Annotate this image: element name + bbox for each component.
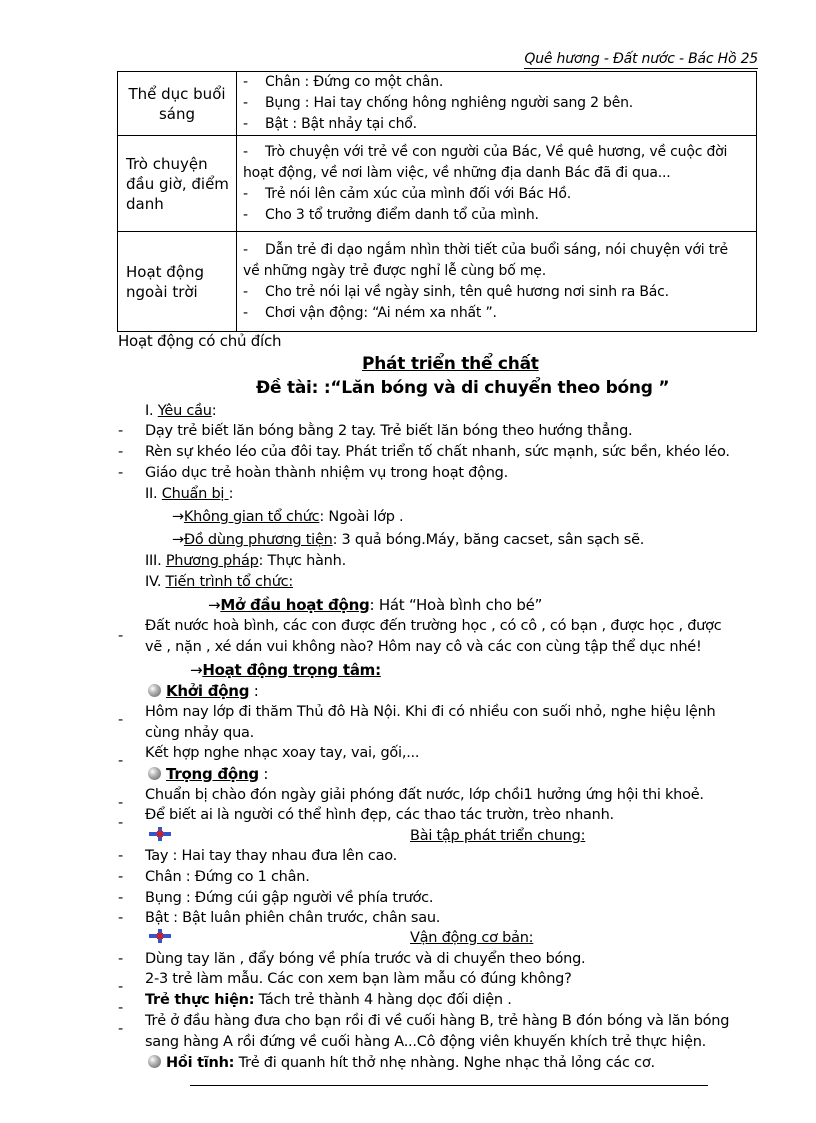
general-exercise-4: Bật : Bật luân phiên chân trước, chân sau. xyxy=(145,910,441,926)
dash-marker: - xyxy=(243,143,248,160)
dash-marker: - xyxy=(243,116,248,132)
bullet-dash: - xyxy=(118,890,123,906)
section-number: III. xyxy=(145,553,166,569)
bullet-dash: - xyxy=(118,1021,123,1037)
bullet-dash: - xyxy=(118,979,123,995)
list-item-continuation: về những ngày trẻ được nghỉ lễ cùng bố mẹ. xyxy=(243,262,546,279)
bullet-dash: - xyxy=(118,795,123,811)
section-1-heading xyxy=(145,401,216,421)
requirement-1: Dạy trẻ biết lăn bóng bằng 2 tay. Trẻ biết lăn bóng theo hướng thẳng. xyxy=(145,423,633,439)
warmup-title: Khởi động xyxy=(166,682,250,700)
bullet-dash: - xyxy=(118,465,123,481)
main-heading-line xyxy=(190,660,381,680)
cooldown-line xyxy=(148,1053,655,1073)
ball-bullet-icon xyxy=(148,684,161,697)
arrow-icon: → xyxy=(190,661,203,679)
dash-marker: - xyxy=(243,206,248,223)
bullet-dash: - xyxy=(118,1000,123,1016)
main-heading: Hoạt động trọng tâm: xyxy=(202,661,381,679)
table-row xyxy=(118,72,757,136)
core-text-2: Để biết ai là người có thể hình đẹp, các thao tác trườn, trèo nhanh. xyxy=(145,807,614,823)
dash-marker: - xyxy=(243,283,248,300)
section-number: IV. xyxy=(145,574,166,590)
colon: : xyxy=(528,930,534,946)
list-item xyxy=(243,114,752,135)
dash-marker: - xyxy=(243,241,248,258)
intro-value: : Hát “Hoà bình cho bé” xyxy=(369,596,543,614)
space-line xyxy=(172,507,403,527)
star-bullet-icon xyxy=(147,928,173,944)
basic-movement-4a: Trẻ ở đầu hàng đưa cho bạn rồi đi về cuối hàng B, trẻ hàng B đón bóng và lăn bóng xyxy=(145,1013,730,1029)
section-number: I. xyxy=(145,403,158,419)
bullet-dash: - xyxy=(118,848,123,864)
section-2-heading xyxy=(145,484,233,504)
colon: : xyxy=(228,486,234,502)
item-text: Cho trẻ nói lại về ngày sinh, tên quê hương nơi sinh ra Bác. xyxy=(265,283,669,300)
star-center xyxy=(157,933,163,939)
section-title: Tiến trình tổ chức: xyxy=(165,574,293,590)
warmup-text-1b: cùng nhảy qua. xyxy=(145,725,255,741)
list-item xyxy=(243,205,752,226)
general-exercise-3: Bụng : Đứng cúi gập người về phía trước. xyxy=(145,890,434,906)
basic-movement-1: Dùng tay lăn , đẩy bóng về phía trước và di chuyển theo bóng. xyxy=(145,951,586,967)
list-item-continuation: hoạt động, về nơi làm việc, về những địa danh Bác đã đi qua... xyxy=(243,164,671,181)
basic-movement-3 xyxy=(145,990,512,1010)
warmup-text-2: Kết hợp nghe nhạc xoay tay, vai, gối,... xyxy=(145,745,420,761)
tools-label: Đồ dùng phương tiện xyxy=(183,532,333,548)
row-content xyxy=(237,232,757,332)
requirement-3: Giáo dục trẻ hoàn thành nhiệm vụ trong hoạt động. xyxy=(145,465,508,481)
general-exercise-2: Chân : Đứng co 1 chân. xyxy=(145,869,310,885)
ball-bullet-icon xyxy=(148,767,161,780)
section-title: Yêu cầu xyxy=(157,403,212,419)
core-title: Trọng động xyxy=(166,765,259,783)
basic-movement-2: 2-3 trẻ làm mẫu. Các con xem bạn làm mẫu có đúng không? xyxy=(145,971,572,987)
row-label: Thể dục buổi sáng xyxy=(118,72,237,136)
bullet-dash: - xyxy=(118,815,123,831)
list-item xyxy=(243,142,752,163)
cooldown-title: Hồi tĩnh: xyxy=(166,1055,235,1071)
footer-rule xyxy=(190,1085,708,1086)
section-value: : Thực hành. xyxy=(258,553,346,569)
general-exercise-title xyxy=(410,826,585,846)
row-label: Hoạt động ngoài trời xyxy=(118,232,237,332)
bullet-dash: - xyxy=(118,910,123,926)
section-3-heading xyxy=(145,551,346,571)
item-text: Chân : Đứng co một chân. xyxy=(265,74,444,90)
list-item xyxy=(243,72,752,93)
dash-marker: - xyxy=(243,95,248,111)
row-content xyxy=(237,72,757,136)
table-row xyxy=(118,232,757,332)
dash-marker: - xyxy=(243,74,248,90)
warmup-text-1a: Hôm nay lớp đi thăm Thủ đô Hà Nội. Khi đi có nhiều con suối nhỏ, nghe hiệu lệnh xyxy=(145,704,716,720)
core-heading xyxy=(148,764,268,784)
colon: : xyxy=(211,403,217,419)
running-title: Quê hương - Đất nước - Bác Hồ xyxy=(524,51,737,67)
bullet-dash: - xyxy=(118,444,123,460)
item-text: Bật : Bật nhảy tại chổ. xyxy=(265,116,417,132)
bullet-dash: - xyxy=(118,712,123,728)
row-content xyxy=(237,136,757,232)
basic-movement-title xyxy=(410,928,533,948)
intro-text-2: vẽ , nặn , xé dán vui không nào? Hôm nay cô và các con cùng tập thể dục nhé! xyxy=(145,639,702,655)
item-text: Dẫn trẻ đi dạo ngắm nhìn thời tiết của buổi sáng, nói chuyện với trẻ xyxy=(265,241,728,258)
item-text: Chơi vận động: “Ai ném xa nhất ”. xyxy=(265,304,497,321)
basic-3-label: Trẻ thực hiện: xyxy=(145,992,255,1008)
item-text: Bụng : Hai tay chống hông nghiêng người sang 2 bên. xyxy=(265,95,634,111)
topic-title: Đề tài: :“Lăn bóng và di chuyển theo bóng ” xyxy=(256,378,670,398)
space-label: Không gian tổ chức xyxy=(183,509,320,525)
item-text: Cho 3 tổ trưởng điểm danh tổ của mình. xyxy=(265,206,539,223)
list-item xyxy=(243,184,752,205)
core-text-1: Chuẩn bị chào đón ngày giải phóng đất nước, lớp chồi1 hưởng ứng hội thi khoẻ. xyxy=(145,787,704,803)
list-item xyxy=(243,282,752,303)
bullet-dash: - xyxy=(118,628,123,644)
arrow-icon: → xyxy=(208,596,221,614)
colon: : xyxy=(258,765,269,783)
page-number: 25 xyxy=(740,51,758,67)
list-item xyxy=(243,303,752,324)
arrow-icon: → xyxy=(172,509,184,525)
cooldown-value: Trẻ đi quanh hít thở nhẹ nhàng. Nghe nhạc thả lỏng các cơ. xyxy=(234,1055,655,1071)
intro-text-1: Đất nước hoà bình, các con được đến trường học , có cô , có bạn , được học , được xyxy=(145,618,722,634)
space-value: : Ngoài lớp . xyxy=(319,509,404,525)
item-text: Trẻ nói lên cảm xúc của mình đối với Bác Hồ. xyxy=(265,185,571,202)
arrow-icon: → xyxy=(172,532,184,548)
list-item xyxy=(243,93,752,114)
intro-label: Mở đầu hoạt động xyxy=(220,596,370,614)
schedule-table xyxy=(117,71,757,332)
section-title: Phương pháp xyxy=(165,553,259,569)
general-exercise-1: Tay : Hai tay thay nhau đưa lên cao. xyxy=(145,848,397,864)
basic-3-value: Tách trẻ thành 4 hàng dọc đối diện . xyxy=(254,992,512,1008)
colon: : xyxy=(580,828,586,844)
requirement-2: Rèn sự khéo léo của đôi tay. Phát triển tố chất nhanh, sức mạnh, sức bền, khéo léo. xyxy=(145,444,730,460)
section-number: II. xyxy=(145,486,162,502)
star-center xyxy=(157,831,163,837)
basic-movement-label: Vận động cơ bản xyxy=(410,930,529,946)
running-header xyxy=(524,51,758,69)
table-row xyxy=(118,136,757,232)
bullet-dash: - xyxy=(118,869,123,885)
general-exercise-label: Bài tập phát triển chung xyxy=(410,828,581,844)
list-item xyxy=(243,240,752,261)
row-label: Trò chuyện đầu giờ, điểm danh xyxy=(118,136,237,232)
intro-line xyxy=(208,595,542,615)
colon: : xyxy=(249,682,259,700)
bullet-dash: - xyxy=(118,951,123,967)
bullet-dash: - xyxy=(118,423,123,439)
item-text: Trò chuyện với trẻ về con người của Bác, Về quê hương, về cuộc đời xyxy=(265,143,728,160)
warmup-heading xyxy=(148,681,259,701)
ball-bullet-icon xyxy=(148,1055,161,1068)
basic-movement-4b: sang hàng A rồi đứng về cuối hàng A...Cô động viên khuyến khích trẻ thực hiện. xyxy=(145,1034,707,1050)
activity-heading: Hoạt động có chủ đích xyxy=(118,332,282,350)
section-title: Chuẩn bị xyxy=(161,486,229,502)
dash-marker: - xyxy=(243,185,248,202)
bullet-dash: - xyxy=(118,753,123,769)
tools-value: : 3 quả bóng.Máy, băng cacset, sân sạch sẽ. xyxy=(332,532,645,548)
section-4-heading xyxy=(145,572,293,592)
subject-title: Phát triển thể chất xyxy=(362,354,539,374)
tools-line xyxy=(172,530,644,550)
star-bullet-icon xyxy=(147,826,173,842)
dash-marker: - xyxy=(243,304,248,321)
